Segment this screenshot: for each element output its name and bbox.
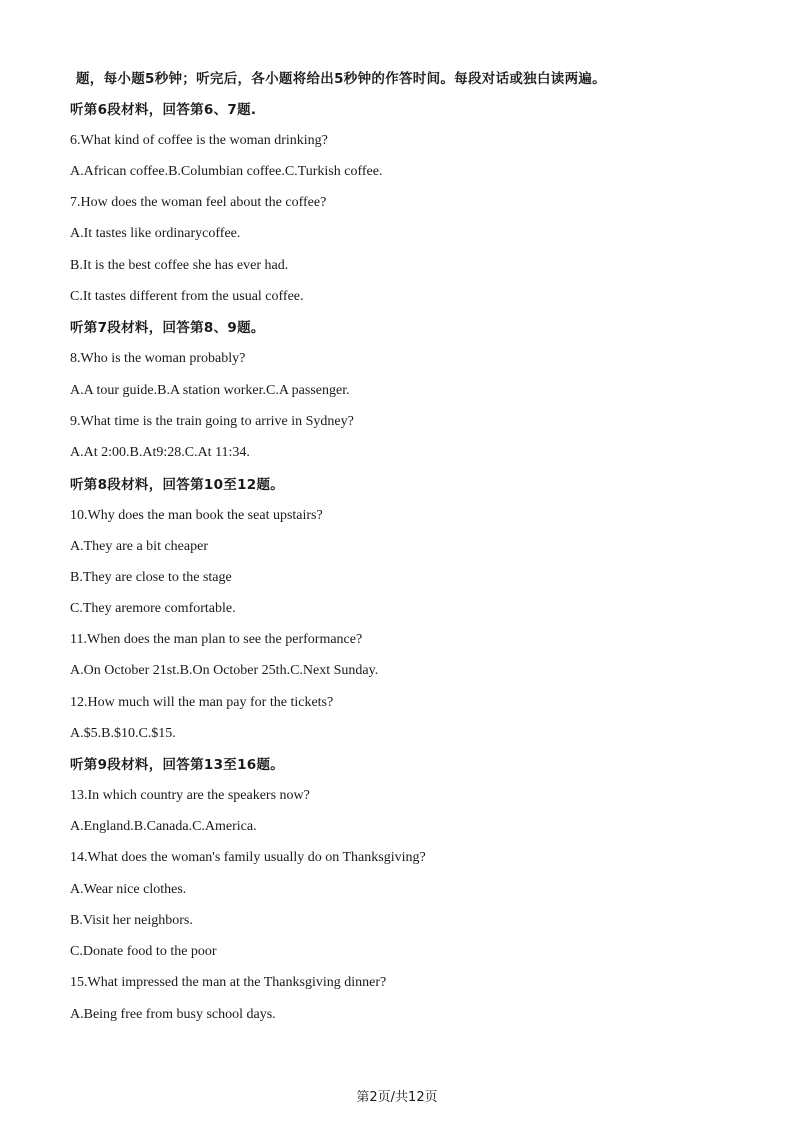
- question-13: 13.In which country are the speakers now?: [70, 788, 310, 803]
- question-7: 7.How does the woman feel about the coffee?: [70, 195, 327, 210]
- question-9-options: A.At 2:00.B.At9:28.C.At 11:34.: [70, 445, 250, 460]
- question-14-option-b: B.Visit her neighbors.: [70, 913, 193, 928]
- question-12: 12.How much will the man pay for the tickets?: [70, 695, 334, 710]
- question-10-option-c: C.They aremore comfortable.: [70, 601, 236, 616]
- section-header: 听第7段材料，回答第8、9题。: [70, 320, 265, 336]
- question-15: 15.What impressed the man at the Thanksgiving dinner?: [70, 975, 387, 990]
- question-7-option-a: A.It tastes like ordinarycoffee.: [70, 226, 241, 241]
- question-14-option-a: A.Wear nice clothes.: [70, 882, 187, 897]
- question-12-options: A.$5.B.$10.C.$15.: [70, 726, 176, 741]
- question-8: 8.Who is the woman probably?: [70, 351, 246, 366]
- question-10: 10.Why does the man book the seat upstairs?: [70, 508, 323, 523]
- section-header: 听第6段材料，回答第6、7题.: [70, 102, 257, 118]
- question-6: 6.What kind of coffee is the woman drinking?: [70, 133, 328, 148]
- question-13-options: A.England.B.Canada.C.America.: [70, 819, 257, 834]
- question-11: 11.When does the man plan to see the performance?: [70, 632, 363, 647]
- question-7-option-b: B.It is the best coffee she has ever had.: [70, 258, 289, 273]
- question-14-option-c: C.Donate food to the poor: [70, 944, 217, 959]
- section-header: 听第8段材料，回答第10至12题。: [70, 477, 285, 493]
- question-10-option-a: A.They are a bit cheaper: [70, 539, 208, 554]
- section-header: 听第9段材料，回答第13至16题。: [70, 757, 285, 773]
- question-10-option-b: B.They are close to the stage: [70, 570, 232, 585]
- question-15-option-a: A.Being free from busy school days.: [70, 1007, 276, 1022]
- question-9: 9.What time is the train going to arrive in Sydney?: [70, 414, 354, 429]
- question-8-options: A.A tour guide.B.A station worker.C.A passenger.: [70, 383, 350, 398]
- question-6-options: A.African coffee.B.Columbian coffee.C.Turkish coffee.: [70, 164, 383, 179]
- page-number: 第2页/共12页: [356, 1090, 438, 1105]
- question-11-options: A.On October 21st.B.On October 25th.C.Next Sunday.: [70, 663, 379, 678]
- question-14: 14.What does the woman's family usually do on Thanksgiving?: [70, 850, 426, 865]
- question-7-option-c: C.It tastes different from the usual coffee.: [70, 289, 304, 304]
- intro-instruction: 题，每小题5秒钟；听完后，各小题将给出5秒钟的作答时间。每段对话或独白读两遍。: [76, 71, 606, 87]
